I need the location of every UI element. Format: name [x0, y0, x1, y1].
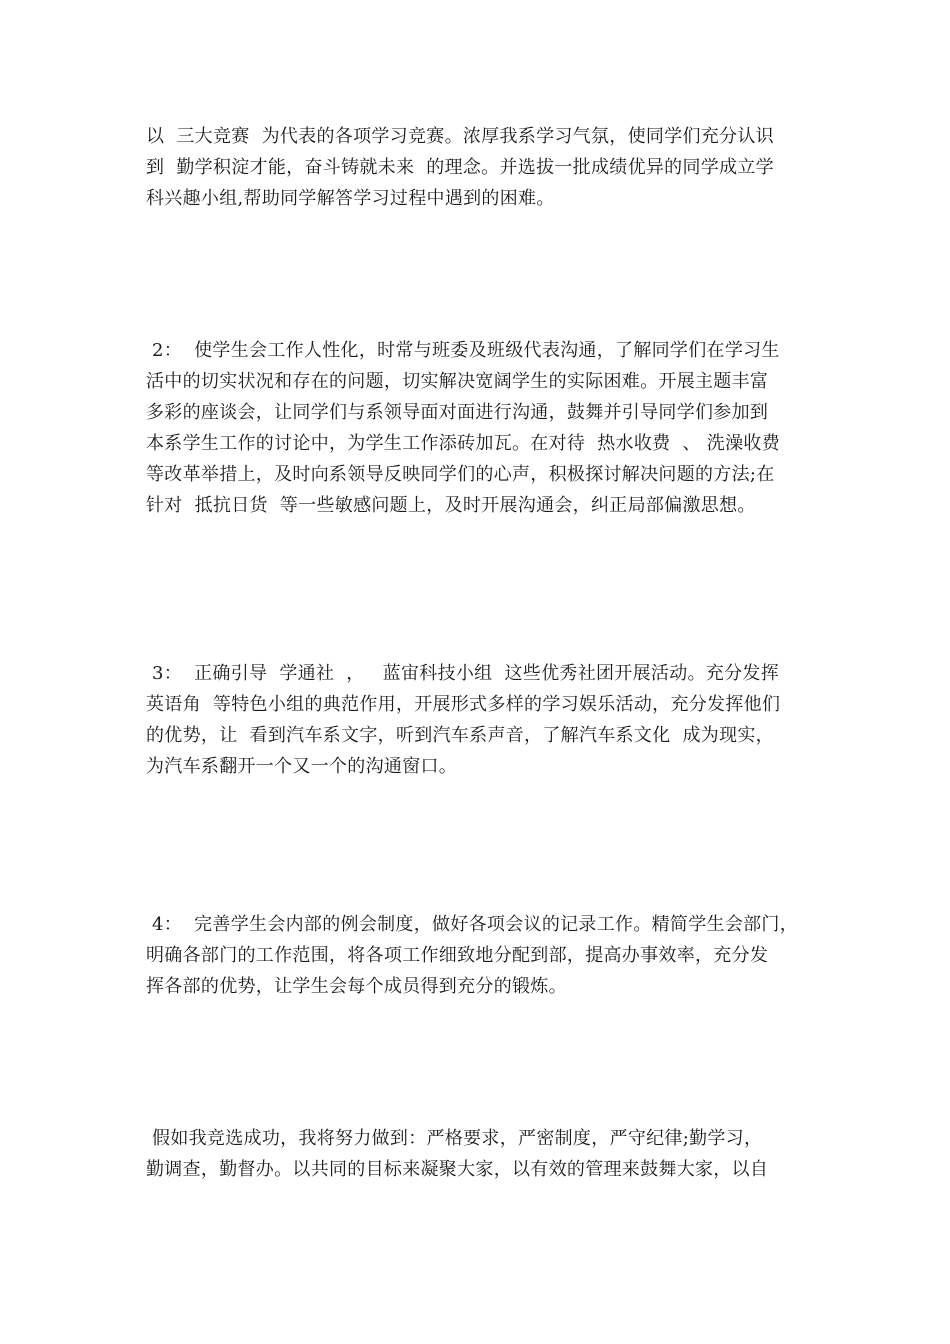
- text-line: 以 三大竞赛 为代表的各项学习竞赛。浓厚我系学习气氛，使同学们充分认识: [146, 126, 774, 147]
- text-line: 针对 抵抗日货 等一些敏感问题上，及时开展沟通会，纠正局部偏激思想。: [146, 495, 756, 516]
- text-line: 活中的切实状况和存在的问题，切实解决宽阔学生的实际困难。开展主题丰富: [146, 371, 769, 392]
- text-line: 等改革举措上，及时向系领导反映同学们的心声，积极探讨解决问题的方法;在: [146, 464, 775, 485]
- text-line: 本系学生工作的讨论中，为学生工作添砖加瓦。在对待 热水收费 、 洗澡收费: [146, 433, 781, 454]
- text-line: 明确各部门的工作范围，将各项工作细致地分配到部，提高办事效率，充分发: [146, 945, 769, 966]
- text-line: 4： 完善学生会内部的例会制度，做好各项会议的记录工作。精简学生会部门，: [146, 914, 799, 935]
- text-line: 科兴趣小组,帮助同学解答学习过程中遇到的困难。: [146, 188, 555, 209]
- text-line: 挥各部的优势，让学生会每个成员得到充分的锻炼。: [146, 976, 567, 997]
- paragraph-learning-competitions: [146, 121, 846, 214]
- text-line: 2： 使学生会工作人性化，时常与班委及班级代表沟通，了解同学们在学习生: [146, 340, 780, 361]
- text-line: 的优势，让 看到汽车系文字，听到汽车系声音，了解汽车系文化 成为现实，: [146, 725, 774, 746]
- text-line: 勤调查，勤督办。以共同的目标来凝聚大家，以有效的管理来鼓舞大家，以自: [146, 1159, 769, 1180]
- text-line: 到 勤学积淀才能，奋斗铸就未来 的理念。并选拔一批成绩优异的同学成立学: [146, 157, 774, 178]
- paragraph-commitment: [146, 1123, 846, 1185]
- text-line: 假如我竞选成功，我将努力做到：严格要求，严密制度，严守纪律;勤学习，: [146, 1128, 763, 1149]
- paragraph-item-2: [146, 335, 846, 521]
- paragraph-item-3: [146, 658, 846, 782]
- text-line: 英语角 等特色小组的典范作用，开展形式多样的学习娱乐活动，充分发挥他们: [146, 694, 781, 715]
- paragraph-item-4: [146, 909, 846, 1002]
- text-line: 3： 正确引导 学通社 ， 蓝宙科技小组 这些优秀社团开展活动。充分发挥: [146, 663, 780, 684]
- text-line: 为汽车系翻开一个又一个的沟通窗口。: [146, 756, 458, 777]
- text-line: 多彩的座谈会，让同学们与系领导面对面进行沟通，鼓舞并引导同学们参加到: [146, 402, 769, 423]
